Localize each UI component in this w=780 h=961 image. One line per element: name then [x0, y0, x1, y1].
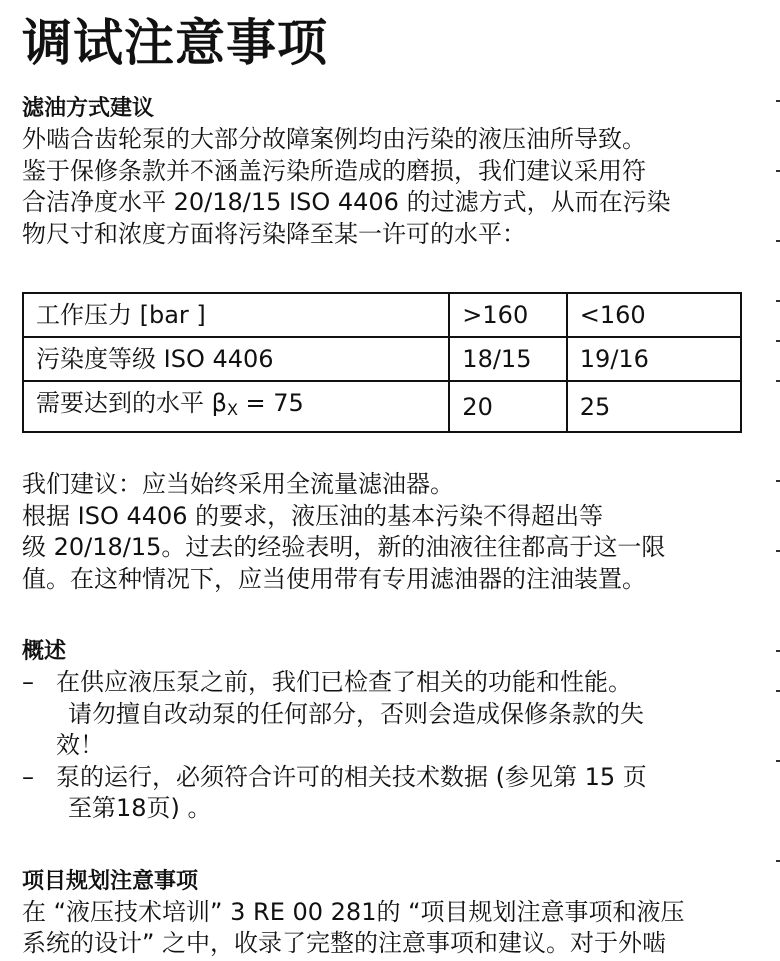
table-cell: <160: [567, 293, 741, 337]
list-item: [22, 667, 762, 762]
dash-bullet: –: [22, 668, 34, 696]
list-item-line: 效！: [56, 731, 104, 759]
recommend-line: 值。在这种情况下，应当使用带有专用滤油器的注油装置。: [22, 564, 646, 593]
list-item-line: 在供应液压泵之前，我们已检查了相关的功能和性能。: [56, 668, 632, 696]
table-cell: [23, 381, 449, 432]
table-row: [23, 337, 741, 381]
table-cell: 19/16: [567, 337, 741, 381]
table-cell: 工作压力 [bar ]: [23, 293, 449, 337]
cleanliness-table: [22, 292, 742, 433]
table-row: [23, 293, 741, 337]
beta-label-prefix: 需要达到的水平 β: [36, 389, 227, 417]
list-item-line: 泵的运行，必须符合许可的相关技术数据 (参见第 15 页: [56, 762, 647, 791]
filter-line: 合洁净度水平 20/18/15 ISO 4406 的过滤方式，从而在污染: [22, 188, 671, 216]
beta-label-suffix: = 75: [237, 389, 304, 417]
planning-heading: 项目规划注意事项: [22, 868, 199, 894]
planning-line: 在 “液压技术培训” 3 RE 00 281的 “项目规划注意事项和液压: [22, 897, 685, 926]
filter-paragraph: [22, 124, 762, 250]
planning-paragraph: [22, 897, 762, 960]
overview-list: [22, 667, 762, 825]
recommend-line: 根据 ISO 4406 的要求，液压油的基本污染不得超出等: [22, 501, 604, 530]
overview-heading: 概述: [22, 639, 67, 664]
beta-subscript: X: [226, 400, 238, 419]
recommend-line: 级 20/18/15。过去的经验表明，新的油液往往都高于这一限: [22, 533, 666, 561]
filter-line: 物尺寸和浓度方面将污染降至某一许可的水平：: [22, 219, 526, 248]
dash-bullet: –: [22, 762, 34, 791]
list-item: [22, 762, 762, 825]
right-edge-marks: [772, 0, 780, 961]
table-cell: 污染度等级 ISO 4406: [23, 337, 449, 381]
recommend-line: 我们建议：应当始终采用全流量滤油器。: [22, 470, 454, 498]
planning-line: 系统的设计” 之中，收录了完整的注意事项和建议。对于外啮: [22, 929, 667, 957]
list-item-line: 请勿擅自改动泵的任何部分，否则会造成保修条款的失: [68, 699, 644, 728]
filter-heading: 滤油方式建议: [22, 96, 155, 121]
recommend-paragraph: [22, 469, 762, 595]
table-cell: >160: [449, 293, 566, 337]
page-title: 调试注意事项: [22, 14, 328, 72]
list-item-line: 至第18页) 。: [68, 794, 212, 822]
filter-line: 外啮合齿轮泵的大部分故障案例均由污染的液压油所导致。: [22, 125, 646, 153]
table-cell: 20: [449, 381, 566, 432]
document-page: [22, 12, 762, 960]
table-row: [23, 381, 741, 432]
filter-line: 鉴于保修条款并不涵盖污染所造成的磨损，我们建议采用符: [22, 156, 646, 185]
table-cell: 18/15: [449, 337, 566, 381]
table-cell: 25: [567, 381, 741, 432]
